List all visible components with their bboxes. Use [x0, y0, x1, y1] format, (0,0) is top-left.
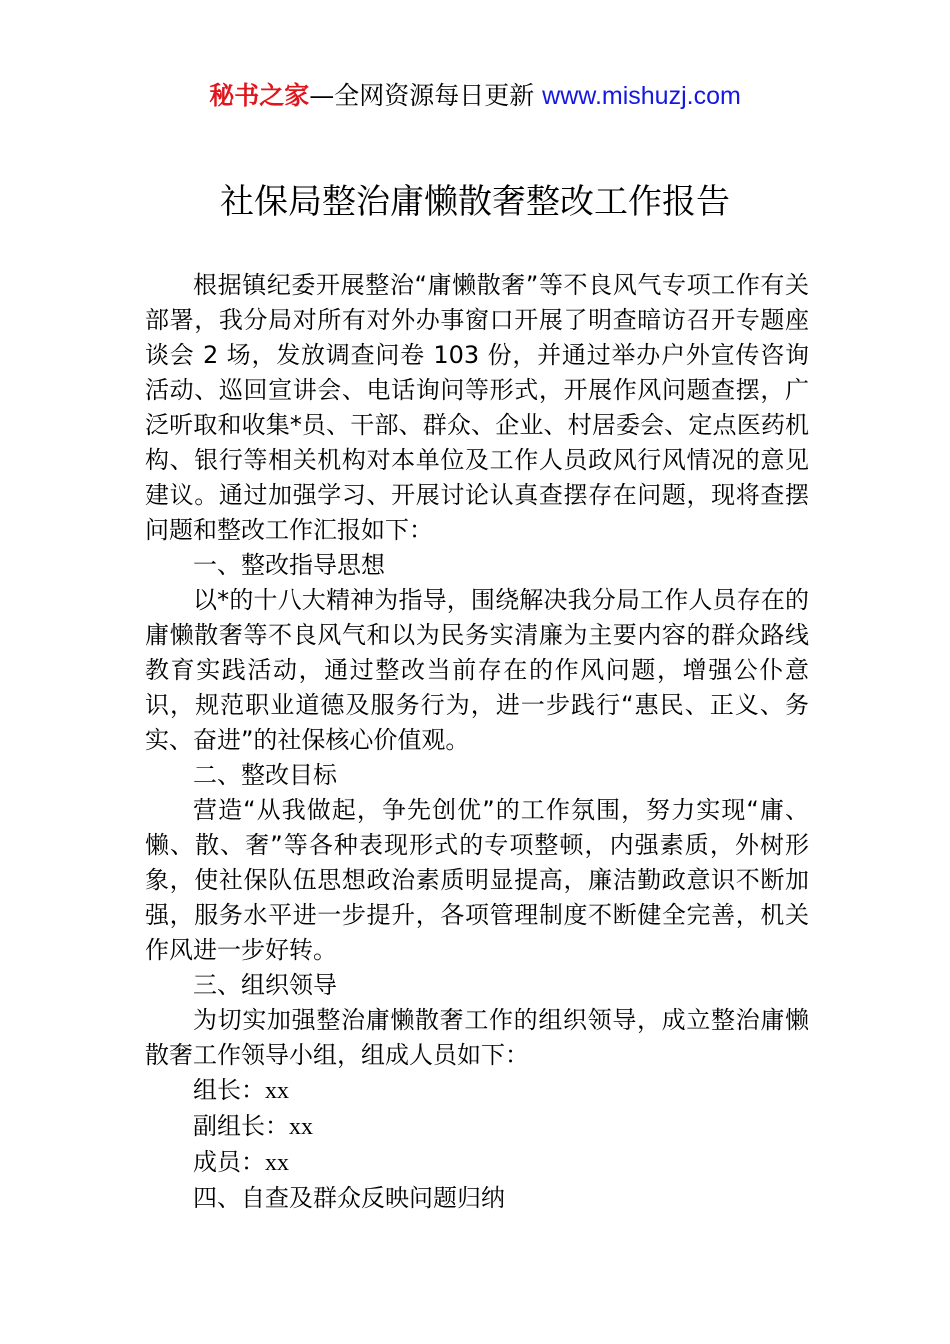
section-3-heading: 三、组织领导 — [193, 971, 337, 999]
leader-value: xx — [265, 1078, 289, 1104]
leader-line — [145, 1073, 809, 1109]
member-line — [145, 1145, 809, 1181]
deputy-leader-line — [145, 1109, 809, 1145]
member-label: 成员： — [193, 1148, 265, 1176]
leader-label: 组长： — [193, 1076, 265, 1104]
deputy-leader-value: xx — [289, 1114, 313, 1140]
section-4-heading: 四、自查及群众反映问题归纳 — [193, 1184, 505, 1212]
section-1-heading: 一、整改指导思想 — [193, 551, 385, 579]
member-value: xx — [265, 1150, 289, 1176]
intro-paragraph: 根据镇纪委开展整治“庸懒散奢”等不良风气专项工作有关部署，我分局对所有对外办事窗口开展了明查暗访召开专题座谈会 2 场，发放调查问卷 103 份，并通过举办户外宣传咨询活动、巡回宣讲会、电话询问等形式，开展作风问题查摆，广泛听取和收集*员、干部、群众、企业、村居委会、定点医药机构、银行等相关机构对本单位及工作人员政风行风情况的意见建议。通过加强学习、开展讨论认真查摆存在问题，现将查摆问题和整改工作汇报如下： — [145, 271, 809, 544]
site-banner — [0, 80, 950, 112]
document-title: 社保局整治庸懒散奢整改工作报告 — [220, 182, 730, 222]
section-2-paragraph: 营造“从我做起，争先创优”的工作氛围，努力实现“庸、懒、散、奢”等各种表现形式的专项整顿，内强素质，外树形象，使社保队伍思想政治素质明显提高，廉洁勤政意识不断加强，服务水平进一步提升，各项管理制度不断健全完善，机关作风进一步好转。 — [145, 796, 809, 964]
brand-name: 秘书之家 — [209, 81, 310, 110]
section-1-paragraph: 以*的十八大精神为指导，围绕解决我分局工作人员存在的庸懒散奢等不良风气和以为民务实清廉为主要内容的群众路线教育实践活动，通过整改当前存在的作风问题，增强公仆意识，规范职业道德及服务行为，进一步践行“惠民、正义、务实、奋进”的社保核心价值观。 — [145, 586, 809, 754]
banner-slogan: —全网资源每日更新 — [309, 81, 543, 110]
section-3-paragraph: 为切实加强整治庸懒散奢工作的组织领导，成立整治庸懒散奢工作领导小组，组成人员如下： — [145, 1006, 809, 1069]
document-body — [145, 268, 809, 1216]
site-url[interactable]: www.mishuzj.com — [542, 82, 741, 110]
deputy-leader-label: 副组长： — [193, 1112, 289, 1140]
section-2-heading: 二、整改目标 — [193, 761, 337, 789]
